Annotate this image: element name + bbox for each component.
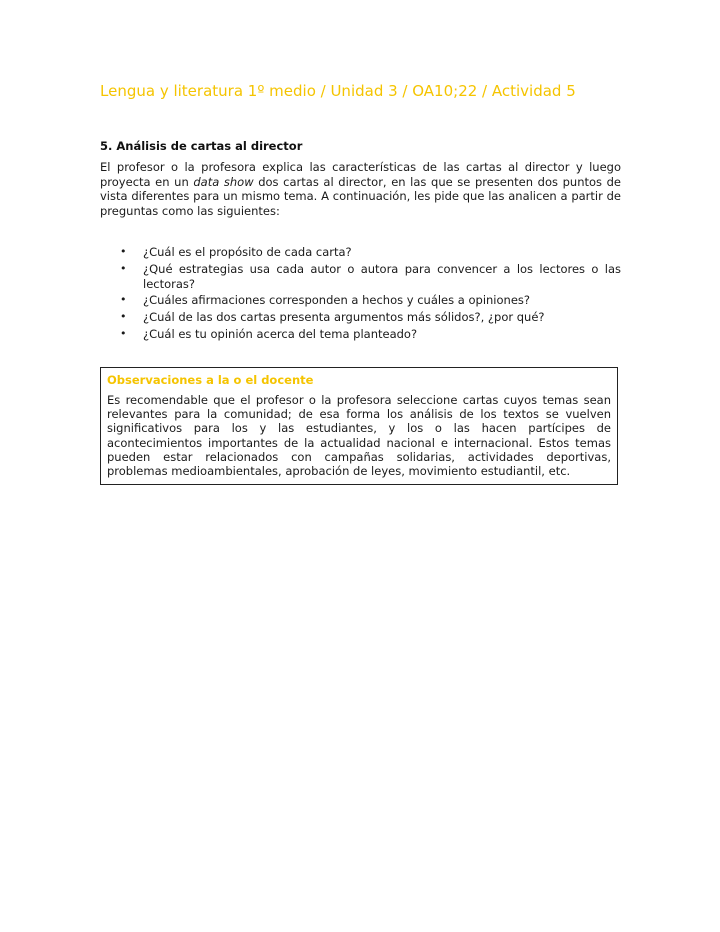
- bullet-icon: •: [120, 261, 127, 275]
- observations-body: Es recomendable que el profesor o la profesora seleccione cartas cuyos temas sean relevantes para la comunidad; de esa forma los análisis de los textos se vuelven significativos para los y las estudiantes, y los o las hacen partícipes de acontecimientos importantes de la actualidad nacional e internacional. Estos temas pueden estar relacionados con campañas solidarias, actividades deportivas, problemas medioambientales, aprobación de leyes, movimiento estudiantil, etc.: [107, 393, 611, 479]
- bullet-icon: •: [120, 310, 127, 324]
- intro-paragraph: [100, 160, 621, 218]
- intro-text-before: El profesor o la profesora explica las características de las cartas al director y luego proyecta en un: [100, 160, 621, 189]
- intro-text-after: dos cartas al director, en las que se presenten dos puntos de vista diferentes para un mismo tema. A continuación, les pide que las analicen a partir de preguntas como las siguientes:: [100, 174, 622, 218]
- list-item: [100, 245, 621, 260]
- observations-title: Observaciones a la o el docente: [107, 373, 314, 387]
- observations-box: [100, 367, 618, 485]
- list-item: [100, 293, 621, 308]
- question-text: ¿Cuál de las dos cartas presenta argumentos más sólidos?, ¿por qué?: [143, 310, 545, 325]
- intro-emphasis: data show: [193, 174, 254, 189]
- question-text: ¿Cuáles afirmaciones corresponden a hechos y cuáles a opiniones?: [143, 293, 530, 308]
- question-text: ¿Qué estrategias usa cada autor o autora para convencer a los lectores o las lectoras?: [143, 261, 621, 291]
- list-item: [100, 327, 621, 342]
- bullet-icon: •: [120, 245, 127, 258]
- breadcrumb: Lengua y literatura 1º medio / Unidad 3 / OA10;22 / Actividad 5: [100, 82, 576, 100]
- question-text: ¿Cuál es el propósito de cada carta?: [143, 245, 352, 259]
- question-list: [100, 245, 621, 344]
- question-text: ¿Cuál es tu opinión acerca del tema planteado?: [143, 326, 418, 341]
- section-title: 5. Análisis de cartas al director: [100, 139, 303, 153]
- bullet-icon: •: [120, 293, 127, 307]
- bullet-icon: •: [120, 326, 127, 340]
- list-item: [100, 310, 621, 325]
- list-item: [100, 262, 621, 292]
